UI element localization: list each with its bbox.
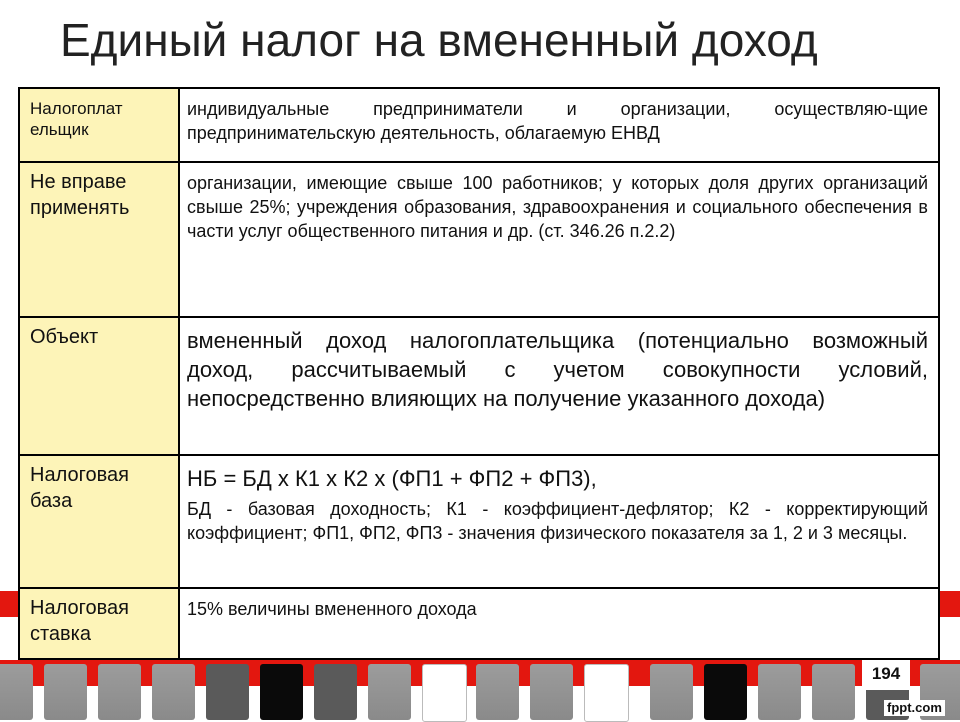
- info-table: [18, 87, 940, 660]
- footer-tile: [476, 664, 519, 720]
- footer-tile: [152, 664, 195, 720]
- row-value-not-entitled: организации, имеющие свыше 100 работников; у которых доля других организаций свыше 25%; учреждения образования, здравоохранения и социального обеспечения в части услуг общественного питания и др. (ст. 346.26 п.2.2): [180, 163, 938, 318]
- footer-tile: [0, 664, 33, 720]
- footer-tile: [206, 664, 249, 720]
- footer-tile: [98, 664, 141, 720]
- row-value-object: вмененный доход налогоплательщика (потенциально возможный доход, рассчитываемый с учетом совокупности условий, непосредственно влияющих на получение указанного дохода): [180, 318, 938, 456]
- page-number: 194: [862, 660, 910, 690]
- row-label-object: Объект: [20, 318, 180, 456]
- row-value-tax-rate: 15% величины вмененного дохода: [187, 599, 477, 619]
- row-label-not-entitled: Не вправе применять: [20, 163, 180, 318]
- footer-tile: [704, 664, 747, 720]
- row-value-tax-base: [180, 456, 938, 589]
- footer-tiles: [0, 664, 960, 720]
- footer-tile: [314, 664, 357, 720]
- row-label-taxpayer: Налогоплат ельщик: [20, 89, 180, 163]
- footer-tile: [812, 664, 855, 720]
- row-label-tax-rate: Налоговая ставка: [20, 589, 180, 658]
- footer-tile: [260, 664, 303, 720]
- footer-tile: [650, 664, 693, 720]
- page-title: Единый налог на вмененный доход: [60, 14, 818, 66]
- footer-tile: [368, 664, 411, 720]
- footer-tile: [422, 664, 467, 722]
- tax-base-explanation: БД - базовая доходность; К1 - коэффициент-дефлятор; К2 - корректирующий коэффициент; ФП1, ФП2, ФП3 - значения физического показателя за 1, 2 и 3 месяцы.: [187, 499, 928, 543]
- tax-base-formula: НБ = БД х К1 х К2 х (ФП1 + ФП2 + ФП3),: [187, 466, 597, 491]
- footer-tile: [44, 664, 87, 720]
- footer-tile: [758, 664, 801, 720]
- footer-tile: [530, 664, 573, 720]
- row-value-taxpayer: индивидуальные предприниматели и организации, осуществляю-щие предпринимательскую деятельность, облагаемую ЕНВД: [180, 89, 938, 163]
- brand-watermark: fppt.com: [884, 700, 945, 716]
- row-label-tax-base: Налоговая база: [20, 456, 180, 589]
- footer-tile: [584, 664, 629, 722]
